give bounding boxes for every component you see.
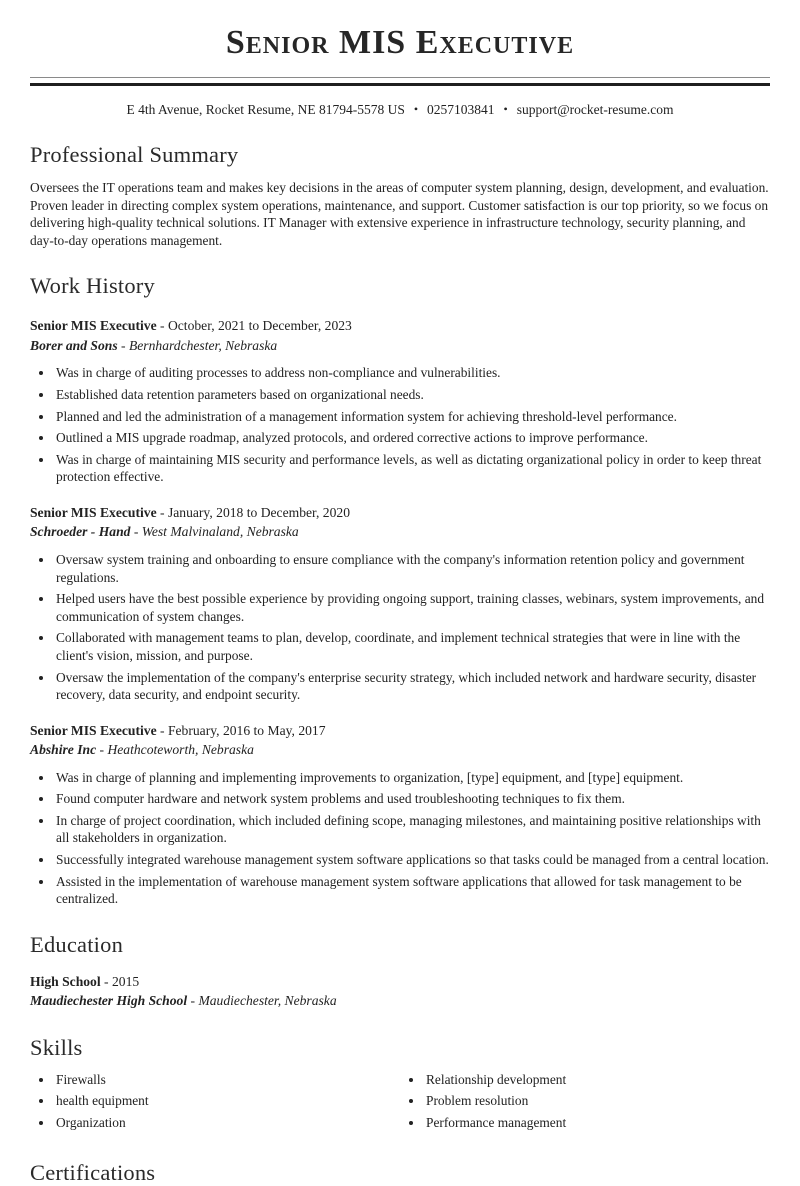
skill-item: • Organization <box>54 1114 400 1132</box>
education-school-line <box>30 991 770 1011</box>
skill-item: • Relationship development <box>424 1071 770 1089</box>
job-dates: February, 2016 to May, 2017 <box>167 722 326 738</box>
job-company: Borer and Sons <box>30 337 118 353</box>
job-bullet: • Was in charge of planning and implementing improvements to organization, [type] equipment, and [type] equipment. <box>54 769 770 787</box>
job-bullet: • Was in charge of maintaining MIS security and performance levels, as well as dictating organizational policy in order to keep threat protection effective. <box>54 451 770 486</box>
skill-item: • health equipment <box>54 1092 400 1110</box>
job-bullet: • Assisted in the implementation of warehouse management system software applications that allowed for task management to be centralized. <box>54 873 770 908</box>
job-title: Senior MIS Executive <box>30 504 157 520</box>
section-heading-professional-summary: Professional Summary <box>30 142 239 167</box>
job-company: Schroeder - Hand <box>30 524 131 540</box>
contact-separator: • <box>413 102 419 116</box>
job-bullet: • Found computer hardware and network system problems and used troubleshooting techniques to fix them. <box>54 790 770 808</box>
job-location: Heathcoteworth, Nebraska <box>107 742 254 758</box>
education-degree-line <box>30 972 770 992</box>
section-work-history <box>30 273 770 907</box>
contact-separator: • <box>503 102 508 116</box>
contact-address: E 4th Avenue, Rocket Resume, NE 81794-5578 US <box>126 102 405 117</box>
job-dates: October, 2021 to December, 2023 <box>167 318 352 334</box>
skills-columns <box>30 1061 770 1136</box>
dash-separator: - <box>156 504 168 520</box>
dash-separator: - <box>96 742 108 758</box>
contact-line <box>30 101 770 118</box>
contact-phone: 0257103841 <box>427 102 495 117</box>
job-company-line <box>30 336 770 356</box>
job-title: Senior MIS Executive <box>30 722 157 738</box>
section-heading-education: Education <box>30 931 124 957</box>
job-title-line <box>30 316 770 336</box>
job-company-line <box>30 522 770 542</box>
job-bullet-list <box>30 364 770 486</box>
job-location: West Malvinaland, Nebraska <box>141 524 299 540</box>
job-bullet: • Collaborated with management teams to plan, develop, coordinate, and implement technical strategies that were in line with the client's vision, mission, and purpose. <box>54 629 770 664</box>
job-bullet-list <box>30 769 770 908</box>
education-location: Maudiechester, Nebraska <box>198 993 337 1009</box>
job-bullet: • Outlined a MIS upgrade roadmap, analyzed protocols, and ordered corrective actions to improve performance. <box>54 429 770 447</box>
header-divider-thick <box>30 83 770 86</box>
job-entry <box>30 721 770 908</box>
job-bullet: • In charge of project coordination, which included defining scope, managing milestones, and maintaining positive relationships with all stakeholders in organization. <box>54 812 770 847</box>
job-bullet: • Successfully integrated warehouse management system software applications so that tasks could be managed from a central location. <box>54 851 770 869</box>
section-heading-certifications: Certifications <box>30 1159 156 1185</box>
job-company-line <box>30 740 770 760</box>
section-certifications <box>30 1160 770 1186</box>
job-bullet-list <box>30 551 770 704</box>
section-heading-work-history: Work History <box>30 273 155 299</box>
job-title: Senior MIS Executive <box>30 318 157 334</box>
skill-item: • Problem resolution <box>424 1092 770 1110</box>
dash-separator: - <box>156 722 168 738</box>
job-bullet: • Planned and led the administration of a management information system for achieving threshold-level performance. <box>54 408 770 426</box>
contact-email: support@rocket-resume.com <box>516 102 674 117</box>
section-heading-skills: Skills <box>30 1034 83 1060</box>
job-bullet: • Established data retention parameters based on organizational needs. <box>54 386 770 404</box>
education-degree: High School <box>30 973 101 989</box>
section-education <box>30 932 770 1011</box>
job-bullet: • Oversaw system training and onboarding to ensure compliance with the company's information retention policy and government regulations. <box>54 551 770 586</box>
dash-separator: - <box>100 973 112 989</box>
education-entry <box>30 972 770 1011</box>
skills-list-left <box>30 1071 400 1136</box>
skills-list-right <box>400 1071 770 1136</box>
page-title: Senior MIS Executive <box>225 24 575 61</box>
skill-item: • Firewalls <box>54 1071 400 1089</box>
education-year: 2015 <box>111 973 140 989</box>
header-divider-thin <box>30 77 770 78</box>
resume-page <box>0 22 800 1186</box>
education-school: Maudiechester High School <box>30 993 188 1009</box>
resume-header <box>30 22 770 118</box>
job-bullet: • Helped users have the best possible experience by providing ongoing support, training classes, webinars, system improvements, and communication of system changes. <box>54 590 770 625</box>
dash-separator: - <box>117 337 129 353</box>
job-entry <box>30 316 770 486</box>
dash-separator: - <box>187 993 199 1009</box>
job-entry <box>30 503 770 704</box>
summary-paragraph: Oversees the IT operations team and makes key decisions in the areas of computer system planning, design, development, and evaluation. Proven leader in directing complex system operations, maintenance, and support. Customer satisfaction is our top priority, so we focus on delivering high-quality technical solutions. IT Manager with extensive experience in infrastructure technology, security planning, and day-to-day operations management. <box>30 180 769 248</box>
job-bullet: • Was in charge of auditing processes to address non-compliance and vulnerabilities. <box>54 364 770 382</box>
job-title-line <box>30 503 770 523</box>
job-title-line <box>30 721 770 741</box>
dash-separator: - <box>156 318 168 334</box>
job-location: Bernhardchester, Nebraska <box>128 337 278 353</box>
skill-item: • Performance management <box>424 1114 770 1132</box>
dash-separator: - <box>130 524 142 540</box>
section-skills <box>30 1035 770 1136</box>
job-bullet: • Oversaw the implementation of the company's enterprise security strategy, which included network and hardware security, disaster recovery, data security, and endpoint security. <box>54 669 770 704</box>
job-company: Abshire Inc <box>30 742 97 758</box>
job-dates: January, 2018 to December, 2020 <box>167 504 350 520</box>
section-professional-summary <box>30 142 770 249</box>
